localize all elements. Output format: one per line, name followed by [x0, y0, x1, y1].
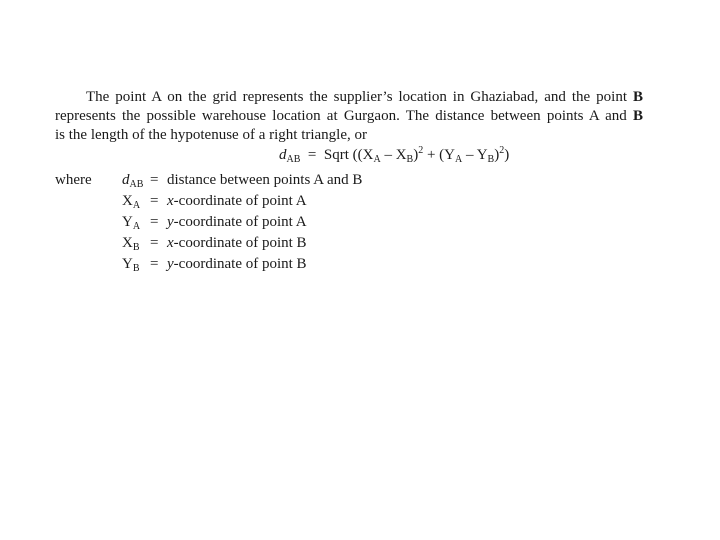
symbol-subscript: A	[132, 200, 141, 211]
formula-sub-b1: B	[406, 154, 414, 165]
paragraph-text-3: is the length of the hypotenuse of a right triangle, or	[55, 127, 368, 143]
formula-minus-1: –	[384, 147, 392, 163]
formula-xb: X	[395, 147, 407, 163]
formula-minus-2: –	[465, 147, 474, 163]
symbol-letter: Y	[122, 214, 133, 230]
definition-description: distance between points A and B	[167, 172, 363, 188]
distance-formula	[279, 145, 509, 165]
definition-equals: =	[150, 193, 159, 209]
formula-sub-a2: A	[455, 154, 463, 165]
formula-yb: Y	[476, 147, 488, 163]
definition-equals: =	[150, 172, 159, 188]
formula-equals: =	[307, 147, 317, 163]
coord-text: -coordinate of point A	[173, 193, 307, 209]
definition-equals: =	[150, 214, 159, 230]
formula-sub-b2: B	[487, 154, 495, 165]
symbol-letter: X	[122, 193, 133, 209]
definition-description	[167, 233, 307, 254]
definition-description	[167, 254, 307, 275]
symbol-letter: X	[122, 235, 133, 251]
symbol-subscript: B	[132, 242, 140, 253]
symbol-subscript: B	[132, 263, 140, 274]
formula-sup-2: 2	[499, 145, 505, 156]
coord-italic: x	[167, 193, 174, 209]
coord-text: -coordinate of point B	[173, 235, 307, 251]
coord-italic: y	[167, 256, 174, 272]
formula-sup-1: 2	[418, 145, 424, 156]
paragraph-line-1	[55, 88, 643, 107]
formula-sqrt-prefix: Sqrt ((X	[323, 147, 374, 163]
definition-equals: =	[150, 235, 159, 251]
formula-close-2a: )	[494, 147, 500, 163]
where-label: where	[55, 172, 92, 188]
coord-text: -coordinate of point B	[173, 256, 307, 272]
formula-plus: + (Y	[426, 147, 455, 163]
definition-description	[167, 212, 307, 233]
formula-lhs-var: d	[279, 147, 287, 163]
formula-lhs-sub: AB	[286, 154, 301, 165]
symbol-letter: d	[122, 172, 130, 188]
coord-italic: y	[167, 214, 174, 230]
paragraph-text-1: The point A on the grid represents the supplier’s location in Ghaziabad, and the point	[86, 89, 633, 105]
bold-point-b: B	[632, 89, 643, 105]
paragraph-text-2: represents the possible warehouse location at Gurgaon. The distance between points A and	[55, 108, 633, 124]
definition-description	[167, 191, 307, 212]
paragraph-line-3	[55, 126, 643, 145]
formula-close-1: )	[413, 147, 419, 163]
coord-italic: x	[167, 235, 174, 251]
symbol-subscript: A	[132, 221, 141, 232]
coord-text: -coordinate of point A	[173, 214, 307, 230]
intro-paragraph	[55, 88, 643, 145]
formula-sub-a1: A	[373, 154, 381, 165]
symbol-subscript: AB	[129, 179, 144, 190]
formula-close-2b: )	[504, 147, 510, 163]
paragraph-line-2	[55, 107, 643, 126]
bold-point-b: B	[632, 108, 643, 124]
definition-equals: =	[150, 256, 159, 272]
symbol-letter: Y	[122, 256, 133, 272]
